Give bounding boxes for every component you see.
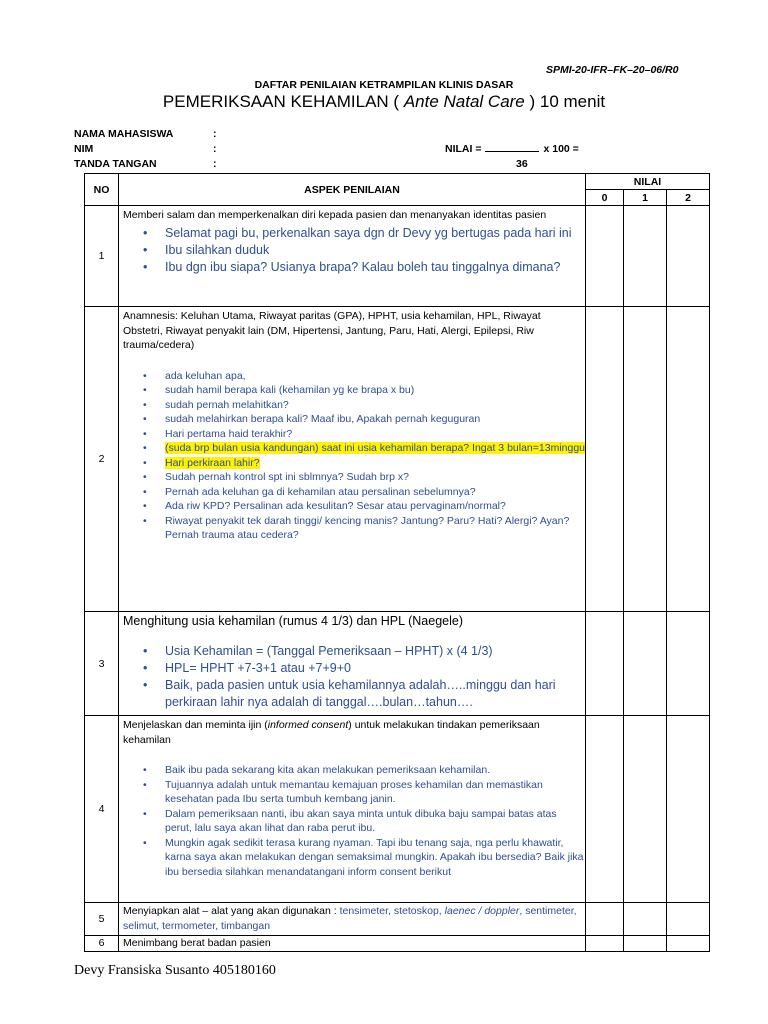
list-item: • Usia Kehamilan = (Tanggal Pemeriksaan – HPHT) x (4 1/3) <box>165 643 585 660</box>
student-nim-colon: : <box>213 143 217 155</box>
score-cell-1[interactable] <box>624 612 667 716</box>
col-no-header: NO <box>85 174 119 206</box>
list-item: • Riwayat penyakit tek darah tinggi/ kencing manis? Jantung? Paru? Hati? Alergi? Ayan? Pernah trauma atau cedera? <box>165 514 585 543</box>
student-sign-colon: : <box>213 158 217 170</box>
row-intro: Menyiapkan alat – alat yang akan digunakan : tensimeter, stetoskop, laenec / doppler, sentimeter, selimut, termometer, timbangan <box>123 905 577 932</box>
row-number: 6 <box>85 936 119 952</box>
table-row <box>85 206 710 307</box>
document-code: SPMI-20-IFR–FK–20–06/R0 <box>546 64 679 76</box>
table-row <box>85 612 710 716</box>
bullet-list <box>119 763 585 879</box>
row-intro: Anamnesis: Keluhan Utama, Riwayat paritas (GPA), HPHT, usia kehamilan, HPL, Riwayat Obstetri, Riwayat penyakit lain (DM, Hipertensi, Jantung, Paru, Hati, Alergi, Epilepsi, Riw trauma/cedera) <box>123 310 541 351</box>
list-item: • Dalam pemeriksaan nanti, ibu akan saya minta untuk dibuka baju sampai batas atas perut, lalu saya akan lihat dan raba perut ibu. <box>165 807 585 836</box>
score-cell-0[interactable] <box>586 903 624 936</box>
score-cell-2[interactable] <box>667 612 710 716</box>
score-cell-0[interactable] <box>586 206 624 307</box>
list-item: • Tujuannya adalah untuk memantau kemajuan proses kehamilan dan memastikan kesehatan pada Ibu serta tumbuh kembang janin. <box>165 778 585 807</box>
list-item: • Ibu silahkan duduk <box>165 242 585 259</box>
list-item: • Baik, pada pasien untuk usia kehamilannya adalah…..minggu dan hari perkiraan lahir nya adalah di tanggal….bulan…tahun…. <box>165 677 585 711</box>
score-multiplier: x 100 = <box>543 143 579 155</box>
row-intro: Menimbang berat badan pasien <box>123 937 271 949</box>
score-numerator-line <box>485 143 539 152</box>
table-row <box>85 307 710 612</box>
score-cell-0[interactable] <box>586 307 624 612</box>
bullet-list <box>119 369 585 543</box>
row-aspect <box>119 612 586 716</box>
footer-author: Devy Fransiska Susanto 405180160 <box>74 963 276 978</box>
bullet-list <box>119 225 585 276</box>
row-aspect <box>119 716 586 903</box>
score-cell-2[interactable] <box>667 206 710 307</box>
list-item: • Pernah ada keluhan ga di kehamilan atau persalinan sebelumnya? <box>165 485 585 500</box>
row-intro: Menghitung usia kehamilan (rumus 4 1/3) dan HPL (Naegele) <box>123 614 463 628</box>
score-cell-1[interactable] <box>624 903 667 936</box>
table-row <box>85 716 710 903</box>
score-cell-2[interactable] <box>667 307 710 612</box>
list-item: • Sudah pernah kontrol spt ini sblmnya? Sudah brp x? <box>165 470 585 485</box>
list-item: • sudah melahirkan berapa kali? Maaf ibu, Apakah pernah keguguran <box>165 412 585 427</box>
score-cell-1[interactable] <box>624 716 667 903</box>
list-item: • Mungkin agak sedikit terasa kurang nyaman. Tapi ibu tenang saja, nga perlu khawatir, karna saya akan melakukan dengan semaksimal mungkin. Apakah ibu bersedia? Baik jika ibu bersedia silahkan menandatangani inform consent berikut <box>165 836 585 880</box>
row-intro: Menjelaskan dan meminta ijin (informed consent) untuk melakukan tindakan pemeriksaan kehamilan <box>123 719 540 746</box>
score-formula <box>445 143 579 155</box>
list-item: • sudah pernah melahitkan? <box>165 398 585 413</box>
table-header-row <box>85 174 710 190</box>
score-denominator: 36 <box>516 158 528 170</box>
student-nim-label: NIM <box>74 143 94 155</box>
list-item: • Ibu dgn ibu siapa? Usianya brapa? Kalau boleh tau tinggalnya dimana? <box>165 259 585 276</box>
score-cell-2[interactable] <box>667 903 710 936</box>
student-name-label: NAMA MAHASISWA <box>74 128 174 140</box>
score-cell-0[interactable] <box>586 936 624 952</box>
list-item: • ada keluhan apa, <box>165 369 585 384</box>
score-cell-0[interactable] <box>586 716 624 903</box>
list-item: • Selamat pagi bu, perkenalkan saya dgn dr Devy yg bertugas pada hari ini <box>165 225 585 242</box>
row-aspect <box>119 903 586 936</box>
score-cell-1[interactable] <box>624 307 667 612</box>
document-subtitle: PEMERIKSAAN KEHAMILAN ( Ante Natal Care ) 10 menit <box>162 92 606 111</box>
score-col-2: 2 <box>667 190 710 206</box>
row-aspect <box>119 206 586 307</box>
col-score-header: NILAI <box>586 174 710 190</box>
score-cell-2[interactable] <box>667 716 710 903</box>
list-item: • Hari pertama haid terakhir? <box>165 427 585 442</box>
document-title: DAFTAR PENILAIAN KETRAMPILAN KLINIS DASAR <box>254 79 514 91</box>
student-name-colon: : <box>213 128 217 140</box>
score-label: NILAI = <box>445 143 482 155</box>
list-item-highlighted: • Hari perkiraan lahir? <box>165 456 585 471</box>
bullet-list <box>119 643 585 711</box>
score-cell-0[interactable] <box>586 612 624 716</box>
list-item-highlighted: • (suda brp bulan usia kandungan) saat ini usia kehamilan berapa? Ingat 3 bulan=13minggu <box>165 441 585 456</box>
col-aspect-header: ASPEK PENILAIAN <box>119 174 586 206</box>
student-sign-label: TANDA TANGAN <box>74 158 157 170</box>
score-col-0: 0 <box>586 190 624 206</box>
list-item: • HPL= HPHT +7-3+1 atau +7+9+0 <box>165 660 585 677</box>
row-intro: Memberi salam dan memperkenalkan diri kepada pasien dan menanyakan identitas pasien <box>123 209 547 221</box>
list-item: • sudah hamil berapa kali (kehamilan yg ke brapa x bu) <box>165 383 585 398</box>
score-cell-1[interactable] <box>624 206 667 307</box>
row-number: 1 <box>85 206 119 307</box>
row-aspect <box>119 307 586 612</box>
score-cell-1[interactable] <box>624 936 667 952</box>
row-number: 2 <box>85 307 119 612</box>
table-row <box>85 903 710 936</box>
list-item: • Baik ibu pada sekarang kita akan melakukan pemeriksaan kehamilan. <box>165 763 585 778</box>
row-number: 5 <box>85 903 119 936</box>
score-cell-2[interactable] <box>667 936 710 952</box>
list-item: • Ada riw KPD? Persalinan ada kesulitan? Sesar atau pervaginam/normal? <box>165 499 585 514</box>
score-col-1: 1 <box>624 190 667 206</box>
table-row <box>85 936 710 952</box>
row-number: 4 <box>85 716 119 903</box>
assessment-table <box>84 173 710 952</box>
row-number: 3 <box>85 612 119 716</box>
row-aspect <box>119 936 586 952</box>
